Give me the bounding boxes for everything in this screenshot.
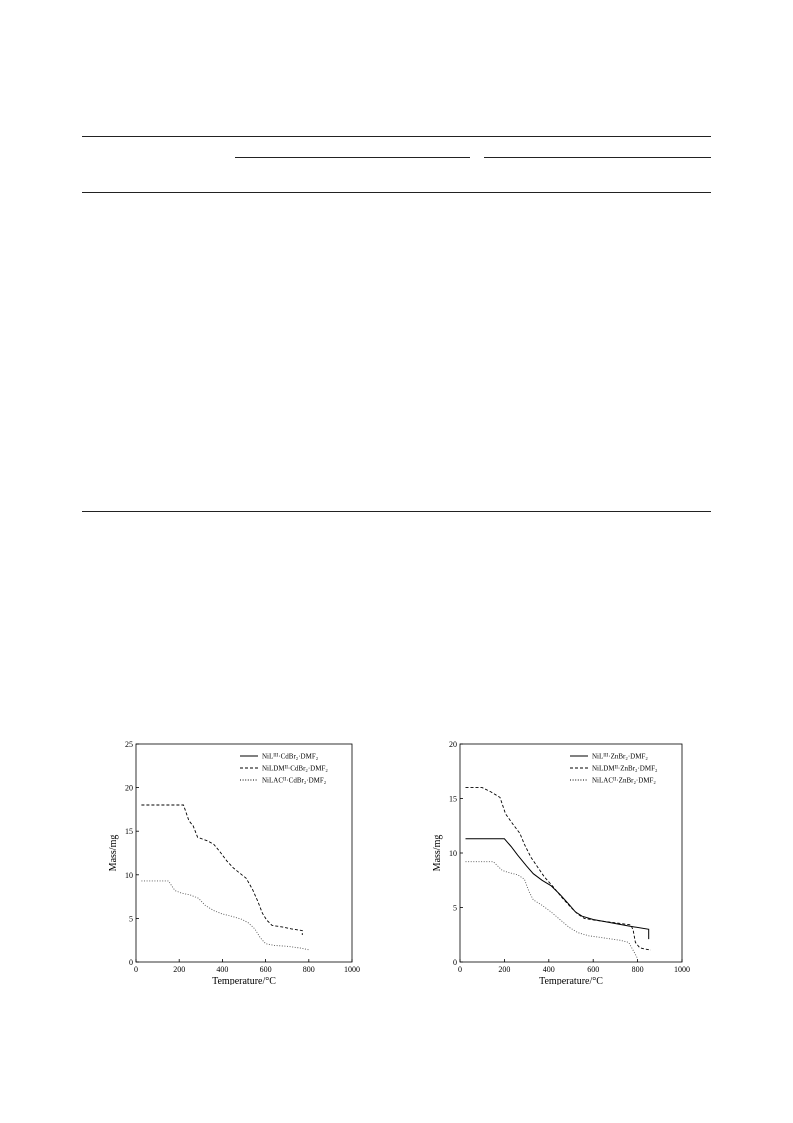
x-tick-label: 600 <box>259 965 272 974</box>
series-line-nilac <box>466 862 638 959</box>
y-tick-label: 5 <box>453 903 457 913</box>
y-tick-label: 25 <box>125 740 133 749</box>
y-tick-label: 20 <box>125 783 133 793</box>
table-top-rule <box>82 136 711 137</box>
x-tick-label: 400 <box>216 965 229 974</box>
legend-name: NiLDM <box>262 764 285 773</box>
table-bottom-rule <box>82 511 711 512</box>
y-axis-label: Mass/mg <box>108 834 119 872</box>
y-tick-label: 5 <box>129 914 133 924</box>
x-tick-label: 1000 <box>674 965 690 974</box>
legend-formula: ·ZnBr₂·DMF₂ <box>617 764 658 773</box>
tga-chart-cdbr2 <box>100 735 380 985</box>
legend-label <box>592 777 656 785</box>
y-tick-label: 20 <box>449 740 457 749</box>
x-axis-label: Temperature/°C <box>539 976 603 985</box>
legend-label <box>262 777 327 785</box>
tga-chart-znbr2 <box>425 735 705 985</box>
legend-label <box>592 765 658 773</box>
legend-name: NiLAC <box>592 776 613 785</box>
legend-superscript: III <box>603 753 609 758</box>
table-sub-rule-right <box>484 157 711 158</box>
y-tick-label: 10 <box>449 849 457 858</box>
series-line-nilac <box>141 881 308 950</box>
table-header-rule <box>82 192 711 193</box>
legend-formula: ·CdBr₂·DMF₂ <box>286 776 327 785</box>
legend-name: NiL <box>262 752 274 761</box>
legend-superscript: II <box>284 765 288 770</box>
legend-formula: ·ZnBr₂·DMF₂ <box>616 776 656 785</box>
x-tick-label: 1000 <box>344 965 360 974</box>
x-tick-label: 400 <box>542 965 555 974</box>
x-tick-label: 0 <box>458 965 462 974</box>
table-sub-rule-left <box>235 157 470 158</box>
legend-name: NiLAC <box>262 776 283 785</box>
series-line-nildm <box>141 805 302 935</box>
legend-name: NiLDM <box>592 764 615 773</box>
legend-formula: ·CdBr₂·DMF₂ <box>287 764 328 773</box>
x-tick-label: 600 <box>587 965 600 974</box>
legend-label <box>262 753 319 761</box>
x-tick-label: 0 <box>134 965 138 974</box>
y-tick-label: 15 <box>125 827 133 837</box>
x-axis-label: Temperature/°C <box>212 976 276 985</box>
legend-superscript: II <box>614 765 618 770</box>
y-axis-label: Mass/mg <box>432 834 443 872</box>
y-tick-label: 0 <box>129 958 133 967</box>
legend-superscript: II <box>613 777 617 782</box>
y-tick-label: 15 <box>449 794 457 804</box>
y-tick-label: 0 <box>453 958 457 967</box>
series-line-nildm <box>466 788 651 950</box>
legend-formula: ·ZnBr₂·DMF₂ <box>608 752 648 761</box>
x-tick-label: 800 <box>631 965 644 974</box>
x-tick-label: 800 <box>302 965 315 974</box>
legend-label <box>592 753 648 761</box>
legend-name: NiL <box>592 752 604 761</box>
x-tick-label: 200 <box>173 965 186 974</box>
legend-formula: ·CdBr₂·DMF₂ <box>278 752 319 761</box>
series-line-nil <box>466 839 649 939</box>
legend-superscript: II <box>283 777 287 782</box>
legend-label <box>262 765 328 773</box>
y-tick-label: 10 <box>125 870 133 880</box>
legend-superscript: III <box>273 753 279 758</box>
x-tick-label: 200 <box>498 965 511 974</box>
